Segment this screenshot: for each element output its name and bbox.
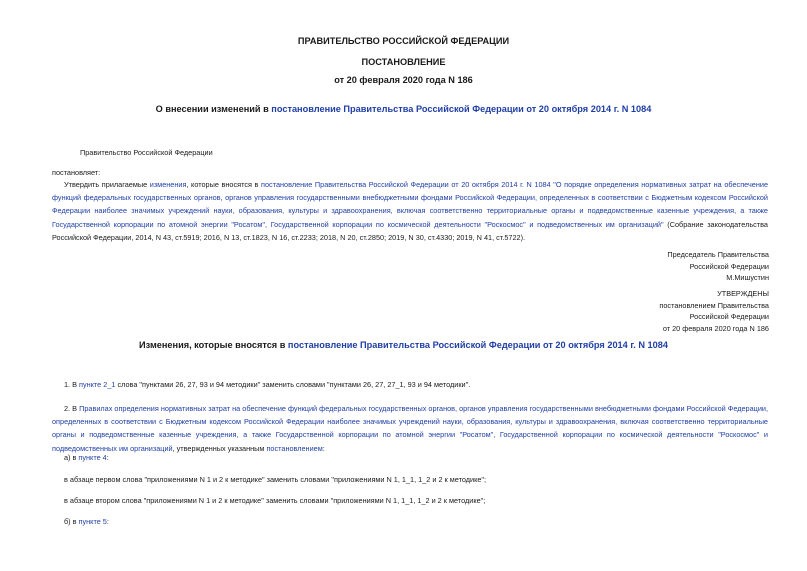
subitem-b-suffix: : — [106, 517, 109, 526]
signature-block — [667, 249, 769, 284]
subitem-a-suffix: : — [106, 453, 109, 462]
document-title-prefix: О внесении изменений в — [155, 104, 272, 114]
subitem-a-paragraph-2: в абзаце втором слова "приложениями N 1 и 2 к методике" заменить словами "приложениями N 1, 1_1, 1_2 и 2 к методике"; — [64, 496, 486, 505]
decree-1084-link[interactable]: постановление Правительства Российской Федерации от 20 октября 2014 г. N 1084 — [271, 104, 652, 114]
government-heading: ПРАВИТЕЛЬСТВО РОССИЙСКОЙ ФЕДЕРАЦИИ — [297, 36, 510, 46]
rules-link[interactable]: Правилах определения нормативных затрат на обеспечение функций федеральных государственных органов, органов управления государственными внебюджетными фондами Российской Федерации, определенных в соответствии с Бюджетным кодексом Российской Федерации наиболее значимых учреждений науки, образования, культуры и здравоохранения, включая соответственно территориальные органы и подведомственные казенные учреждения, а также Государственной корпорации по атомной энергии "Росатом", Государственной корпорации по космической деятельности "Роскосмос" и подведомственных им организаций — [52, 404, 769, 453]
item-2-text-b: , утвержденных указанным — [172, 443, 267, 453]
decree-1084-full-link[interactable]: постановление Правительства Российской Федерации от 20 октября 2014 г. N 1084 "О порядке определения нормативных затрат на обеспечение функций федеральных государственных органов, органов управления государственными внебюджетными фондами Российской Федерации, определенных в соответствии с Бюджетным кодексом Российской Федерации наиболее значимых учреждений науки, образования, культуры и здравоохранения, включая соответственно территориальные органы и подведомственные казенные учреждения, а также Государственной корпорации по атомной энергии "Росатом", Государственной корпорации по космической деятельности "Роскосмос" и подведомственных им организаций" — [52, 180, 769, 229]
changes-link[interactable]: изменения — [149, 180, 187, 189]
document-title — [0, 104, 807, 114]
point-4-link[interactable]: пункте 4 — [78, 453, 107, 462]
changes-title-prefix: Изменения, которые вносятся в — [139, 340, 288, 350]
signature-name: М.Мишустин — [726, 273, 769, 282]
item-2 — [52, 402, 768, 455]
preamble-text-a: Утвердить прилагаемые — [64, 180, 150, 189]
issuer-text: Правительство Российской Федерации — [80, 148, 213, 157]
preamble-text-b: , которые вносятся в — [186, 180, 262, 189]
item-2-text-a: 2. В — [64, 404, 80, 413]
approved-date: от 20 февраля 2020 года N 186 — [662, 323, 769, 333]
signature-position: Председатель Правительства — [667, 250, 769, 259]
approved-heading: УТВЕРЖДЕНЫ — [717, 289, 769, 298]
preamble-text-c: (Собрание законодательства Российской Федерации, 2014, N 43, ст.5919; 2016, N 13, ст.1823, N 16, ст.2233; 2018, N 20, ст.2850; 2019, N 30, ст.4330; 2019, N 41, ст.5722). — [52, 219, 768, 242]
subitem-a — [64, 451, 109, 464]
subitem-a-paragraph-1: в абзаце первом слова "приложениями N 1 и 2 к методике" заменить словами "приложениями N 1, 1_1, 1_2 и 2 к методике"; — [64, 475, 487, 484]
item-1-text-b: слова "пунктами 26, 27, 93 и 94 методики" заменить словами "пунктами 26, 27, 27_1, 93 и 94 методики". — [115, 380, 471, 389]
item-1 — [52, 378, 768, 391]
document-type: ПОСТАНОВЛЕНИЕ — [361, 57, 446, 67]
changes-title — [0, 340, 807, 350]
approved-block — [659, 288, 769, 334]
document-date-number: от 20 февраля 2020 года N 186 — [334, 75, 473, 85]
approved-by: постановлением Правительства — [659, 300, 769, 310]
signature-country: Российской Федерации — [689, 261, 769, 271]
point-2-1-link[interactable]: пункте 2_1 — [79, 380, 116, 389]
subitem-b — [64, 515, 109, 528]
subitem-a-prefix: а) в — [64, 453, 79, 462]
item-1-text-a: 1. В — [64, 380, 80, 389]
item-2-text-c: : — [322, 443, 325, 453]
changes-decree-link[interactable]: постановление Правительства Российской Федерации от 20 октября 2014 г. N 1084 — [287, 340, 668, 350]
preamble-paragraph — [52, 178, 768, 244]
subitem-b-prefix: б) в — [64, 517, 79, 526]
point-5-link[interactable]: пункте 5 — [78, 517, 107, 526]
resolution-link[interactable]: постановлением — [266, 443, 323, 453]
approved-country: Российской Федерации — [689, 312, 769, 321]
decrees-text: постановляет: — [52, 168, 101, 177]
